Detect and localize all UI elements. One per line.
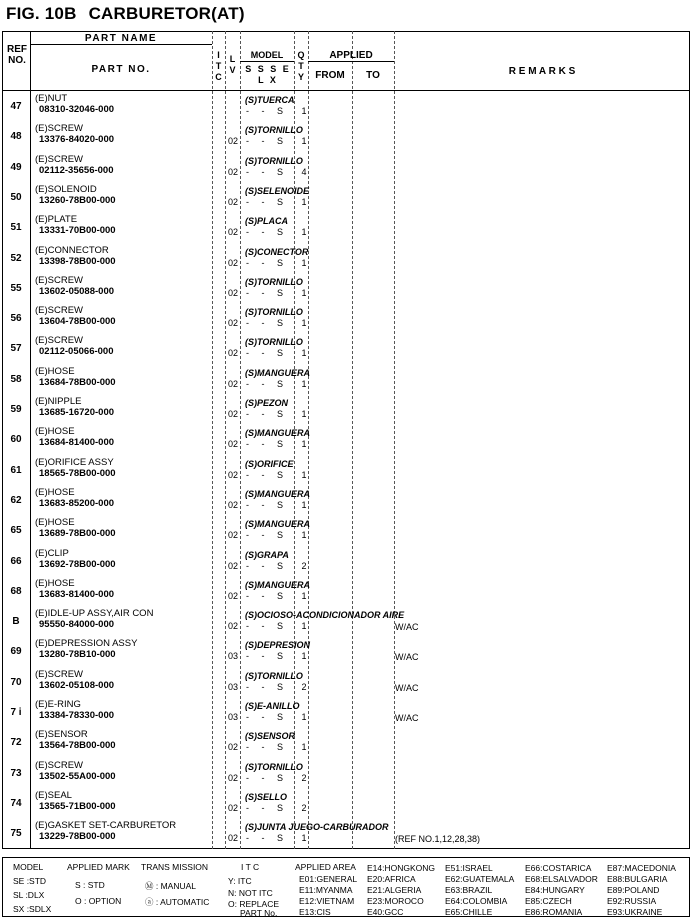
header-to: TO [366, 70, 380, 81]
legend-e66: E66:COSTARICA [525, 863, 592, 873]
lv-value: 02 [228, 409, 239, 419]
figure-number: FIG. 10B [6, 4, 77, 23]
quantity: 1 [301, 742, 307, 753]
part-number: 13280-78B10-000 [39, 649, 116, 661]
model-applicability: - - S [246, 651, 288, 662]
legend-automatic: ⓐ : AUTOMATIC [145, 897, 210, 907]
header-qty: Q T Y [297, 50, 305, 82]
legend-e92: E92:RUSSIA [607, 896, 657, 906]
part-number: 13384-78330-000 [39, 710, 115, 721]
ref-number: 65 [10, 525, 22, 537]
part-number: 95550-84000-000 [39, 619, 115, 631]
ref-number: 49 [10, 161, 22, 173]
table-row [2, 669, 690, 699]
part-name: (E)SENSOR [35, 729, 88, 741]
model-applicability: - - S [246, 196, 288, 207]
spanish-name: (S)MANGUERA [245, 579, 310, 590]
model-applicability: - - S [246, 530, 288, 541]
model-applicability: - - S [246, 318, 288, 329]
part-number: 13685-16720-000 [39, 407, 115, 418]
part-number: 18565-78B00-000 [39, 467, 116, 479]
lv-value: 02 [228, 136, 239, 147]
ref-number: 7 i [10, 707, 22, 718]
part-name: (E)HOSE [35, 486, 75, 498]
ref-number: 72 [10, 737, 22, 749]
legend-sx: SX :SDLX [13, 904, 52, 914]
quantity: 1 [301, 136, 307, 147]
part-number: 13376-84020-000 [39, 134, 115, 146]
legend-e68: E68:ELSALVADOR [525, 874, 598, 884]
quantity: 2 [301, 772, 307, 783]
legend-sl: SL :DLX [13, 890, 45, 900]
lv-value: 02 [228, 802, 239, 813]
ref-number: 48 [10, 131, 22, 143]
spanish-name: (S)MANGUERA [245, 428, 310, 439]
part-name: (E)SCREW [35, 123, 84, 135]
ref-number: 47 [10, 101, 22, 112]
spanish-name: (S)SELLO [245, 791, 287, 802]
legend-e20: E20:AFRICA [367, 874, 416, 884]
table-row [2, 760, 690, 790]
header-rule-model [240, 61, 294, 62]
part-number: 02112-05066-000 [39, 346, 114, 358]
model-applicability: - - S [246, 106, 288, 116]
table-row [2, 548, 690, 578]
table-row [2, 366, 690, 396]
legend-itc-n: N: NOT ITC [228, 888, 273, 898]
part-number: 13602-05088-000 [39, 285, 115, 297]
table-row [2, 578, 690, 608]
quantity: 1 [301, 409, 307, 419]
legend-applied-mark-header: APPLIED MARK [67, 862, 130, 872]
quantity: 2 [301, 681, 307, 692]
model-applicability: - - S [246, 681, 288, 692]
model-applicability: - - S [246, 742, 288, 753]
lv-value: 02 [228, 742, 239, 753]
ref-number: 52 [10, 252, 22, 264]
model-applicability: - - S [246, 227, 288, 238]
header-from: FROM [315, 70, 345, 81]
table-row [2, 335, 690, 365]
table-row [2, 729, 690, 759]
quantity: 1 [301, 196, 307, 207]
ref-number: 50 [10, 191, 22, 203]
part-name: (E)SCREW [35, 153, 84, 165]
ref-number: 66 [10, 555, 22, 567]
lv-value: 02 [228, 227, 239, 238]
header-model-sub: S S S E L X [245, 64, 289, 85]
legend-e93: E93:UKRAINE [607, 907, 663, 917]
legend-e11: E11:MYANMA [299, 885, 353, 895]
spanish-name: (S)ORIFICE [245, 458, 294, 469]
model-applicability: - - S [246, 257, 288, 268]
part-number: 13398-78B00-000 [39, 255, 116, 267]
spanish-name: (S)DEPRESION [245, 640, 311, 651]
remarks: (REF NO.1,12,28,38) [395, 834, 481, 845]
legend-e87: E87:MACEDONIA [607, 863, 676, 873]
ref-number: 60 [10, 434, 22, 446]
quantity: 1 [301, 530, 307, 541]
table-row [2, 275, 690, 305]
remarks: W/AC [395, 622, 419, 633]
part-number: 08310-32046-000 [39, 104, 115, 115]
lv-value: 02 [228, 166, 239, 177]
table-row [2, 426, 690, 456]
lv-value: 02 [228, 530, 239, 541]
part-number: 13684-81400-000 [39, 437, 115, 449]
quantity: 1 [301, 257, 307, 268]
table-row [2, 820, 690, 850]
legend-e51: E51:ISRAEL [445, 863, 493, 873]
quantity: 1 [301, 712, 307, 722]
ref-number: 70 [10, 676, 22, 688]
model-applicability: - - S [246, 136, 288, 147]
part-name: (E)SCREW [35, 305, 84, 317]
lv-value: 02 [228, 318, 239, 329]
header-model: MODEL [250, 50, 284, 60]
legend-e23: E23:MOROCO [367, 896, 424, 906]
quantity: 1 [301, 439, 307, 450]
ref-number: 57 [10, 343, 22, 355]
legend-e84: E84:HUNGARY [525, 885, 585, 895]
legend-e86: E86:ROMANIA [525, 907, 583, 917]
legend-area-header: APPLIED AREA [295, 862, 356, 872]
quantity: 1 [301, 318, 307, 329]
legend-std: S : STD [75, 880, 105, 890]
table-row [2, 608, 690, 638]
lv-value: 02 [228, 287, 239, 298]
model-applicability: - - S [246, 590, 288, 601]
part-number: 02112-35656-000 [39, 164, 114, 176]
header-rule-partname [30, 44, 212, 45]
legend-e12: E12:VIETNAM [299, 896, 355, 906]
table-row [2, 214, 690, 244]
quantity: 2 [301, 560, 307, 571]
header-applied: APPLIED [329, 50, 373, 61]
model-applicability: - - S [246, 499, 288, 510]
spanish-name: (S)JUNTA JUEGO-CARBURADOR [245, 822, 389, 833]
part-name: (E)ORIFICE ASSY [35, 456, 114, 468]
header-lv: L V [229, 54, 236, 75]
model-applicability: - - S [246, 287, 288, 298]
table-row [2, 457, 690, 487]
part-name: (E)SCREW [35, 335, 84, 347]
part-number: 13502-55A00-000 [39, 770, 116, 782]
spanish-name: (S)TORNILLO [245, 155, 303, 166]
table-row [2, 790, 690, 820]
legend-manual: Ⓜ : MANUAL [145, 881, 197, 891]
legend-itc-header: I T C [241, 862, 260, 872]
part-name: (E)HOSE [35, 365, 75, 377]
quantity: 1 [301, 621, 307, 632]
part-name: (E)SOLENOID [35, 183, 97, 195]
lv-value: 02 [228, 348, 239, 359]
lv-value: 02 [228, 439, 239, 450]
model-applicability: - - S [246, 712, 288, 722]
quantity: 1 [301, 378, 307, 389]
model-applicability: - - S [246, 833, 288, 844]
lv-value: 02 [228, 560, 239, 571]
remarks: W/AC [395, 682, 419, 693]
header-itc: I T C [215, 50, 222, 82]
header-part-name: PART NAME [84, 33, 158, 44]
table-row [2, 245, 690, 275]
spanish-name: (S)PEZON [245, 398, 289, 408]
ref-number: 59 [10, 404, 22, 415]
header-remarks: R E M A R K S [508, 66, 576, 77]
ref-number: 55 [10, 282, 22, 294]
legend-e21: E21:ALGERIA [367, 885, 422, 895]
ref-number: 73 [10, 767, 22, 779]
ref-number: 62 [10, 494, 22, 506]
part-name: (E)DEPRESSION ASSY [35, 638, 138, 650]
ref-number: 56 [10, 313, 22, 325]
quantity: 2 [301, 802, 307, 813]
legend-itc-o: O: REPLACE [228, 899, 280, 909]
spanish-name: (S)SELENOIDE [245, 185, 310, 196]
ref-number: 61 [10, 464, 22, 476]
spanish-name: (S)MANGUERA [245, 488, 310, 499]
lv-value: 02 [228, 257, 239, 268]
part-name: (E)CLIP [35, 547, 69, 559]
part-name: (E)IDLE-UP ASSY,AIR CON [35, 608, 154, 620]
part-name: (E)NUT [35, 93, 68, 104]
part-name: (E)SCREW [35, 274, 84, 286]
part-number: 13684-78B00-000 [39, 376, 116, 388]
part-number: 13229-78B00-000 [39, 831, 116, 843]
part-name: (E)HOSE [35, 426, 75, 438]
lv-value: 02 [228, 590, 239, 601]
part-name: (E)SCREW [35, 668, 84, 680]
spanish-name: (S)MANGUERA [245, 519, 310, 530]
model-applicability: - - S [246, 166, 288, 177]
quantity: 1 [301, 106, 307, 116]
legend-itc-y: Y: ITC [228, 876, 252, 886]
legend-e13: E13:CIS [299, 907, 331, 917]
model-applicability: - - S [246, 802, 288, 813]
spanish-name: (S)OCIOSO-ACONDICIONADOR AIRE [245, 610, 405, 621]
lv-value: 02 [228, 378, 239, 389]
quantity: 1 [301, 469, 307, 480]
lv-value: 03 [228, 712, 239, 722]
legend-se: SE :STD [13, 876, 47, 886]
quantity: 1 [301, 833, 307, 844]
legend-trans-header: TRANS MISSION [141, 862, 209, 872]
table-row [2, 487, 690, 517]
part-name: (E)E-RING [35, 699, 81, 710]
part-number: 13692-78B00-000 [39, 558, 116, 570]
model-applicability: - - S [246, 469, 288, 480]
legend-e01: E01:GENERAL [299, 874, 358, 884]
legend-e14: E14:HONGKONG [367, 863, 436, 873]
model-applicability: - - S [246, 772, 288, 783]
spanish-name: (S)TORNILLO [245, 670, 303, 681]
part-name: (E)NIPPLE [35, 396, 82, 407]
quantity: 1 [301, 499, 307, 510]
lv-value: 03 [228, 651, 239, 662]
part-name: (E)PLATE [35, 214, 78, 226]
part-number: 13260-78B00-000 [39, 194, 116, 206]
header-bottom-rule [2, 90, 690, 91]
spanish-name: (S)TUERCA [245, 95, 295, 105]
part-name: (E)CONNECTOR [35, 244, 109, 256]
ref-number: 69 [10, 646, 22, 658]
legend-e88: E88:BULGARIA [607, 874, 668, 884]
part-name: (E)SEAL [35, 789, 72, 801]
spanish-name: (S)TORNILLO [245, 761, 303, 772]
legend-e64: E64:COLOMBIA [445, 896, 508, 906]
legend-e62: E62:GUATEMALA [445, 874, 515, 884]
remarks: W/AC [395, 713, 419, 723]
ref-number: 68 [10, 585, 22, 597]
lv-value: 03 [228, 681, 239, 692]
header-part-no: PART NO. [91, 64, 151, 75]
ref-number: 75 [10, 828, 22, 840]
legend-e63: E63:BRAZIL [445, 885, 493, 895]
spanish-name: (S)TORNILLO [245, 337, 303, 348]
legend-e65: E65:CHILLE [445, 907, 493, 917]
spanish-name: (S)CONECTOR [245, 246, 309, 257]
table-row [2, 638, 690, 668]
page-title [6, 4, 245, 24]
ref-number: B [12, 616, 20, 628]
part-number: 13604-78B00-000 [39, 316, 116, 328]
model-applicability: - - S [246, 409, 288, 419]
table-row [2, 305, 690, 335]
legend-model-header: MODEL [13, 862, 44, 872]
lv-value: 02 [228, 196, 239, 207]
model-applicability: - - S [246, 439, 288, 450]
table-row [2, 154, 690, 184]
quantity: 1 [301, 287, 307, 298]
spanish-name: (S)MANGUERA [245, 367, 310, 378]
model-applicability: - - S [246, 560, 288, 571]
part-number: 13564-78B00-000 [39, 740, 116, 752]
part-number: 13602-05108-000 [39, 679, 115, 691]
legend-itc-o2: PART No. [240, 908, 278, 918]
spanish-name: (S)TORNILLO [245, 276, 303, 287]
legend-box [2, 857, 690, 917]
table-row [2, 184, 690, 214]
part-name: (E)HOSE [35, 577, 75, 589]
quantity: 1 [301, 348, 307, 359]
header-rule-applied [308, 61, 394, 62]
part-number: 13683-85200-000 [39, 497, 115, 509]
spanish-name: (S)GRAPA [245, 549, 289, 560]
spanish-name: (S)SENSOR [245, 731, 296, 742]
part-number: 13683-81400-000 [39, 588, 115, 600]
quantity: 4 [301, 166, 307, 177]
lv-value: 02 [228, 621, 239, 632]
remarks: W/AC [395, 652, 419, 663]
table-row [2, 93, 690, 123]
part-number: 13689-78B00-000 [39, 528, 116, 540]
table-row [2, 517, 690, 547]
model-applicability: - - S [246, 348, 288, 359]
spanish-name: (S)TORNILLO [245, 307, 303, 318]
part-name: (E)SCREW [35, 759, 84, 771]
spanish-name: (S)TORNILLO [245, 125, 303, 136]
table-row [2, 699, 690, 729]
spanish-name: (S)E-ANILLO [245, 701, 300, 711]
model-applicability: - - S [246, 378, 288, 389]
table-row [2, 396, 690, 426]
model-applicability: - - S [246, 621, 288, 632]
ref-number: 58 [10, 373, 22, 385]
header-ref-no: REF NO. [7, 44, 27, 66]
legend-e40: E40:GCC [367, 907, 404, 917]
legend-e85: E85:CZECH [525, 896, 572, 906]
lv-value: 02 [228, 469, 239, 480]
part-name: (E)GASKET SET-CARBURETOR [35, 820, 177, 832]
legend-e89: E89:POLAND [607, 885, 660, 895]
part-name: (E)HOSE [35, 517, 75, 529]
part-number: 13331-70B00-000 [39, 225, 116, 237]
figure-name: CARBURETOR(AT) [88, 4, 245, 23]
quantity: 1 [301, 590, 307, 601]
part-number: 13565-71B00-000 [39, 800, 116, 812]
spanish-name: (S)PLACA [245, 216, 288, 227]
quantity: 1 [301, 651, 307, 662]
table-row [2, 123, 690, 153]
ref-number: 51 [10, 222, 22, 234]
lv-value: 02 [228, 772, 239, 783]
lv-value: 02 [228, 499, 239, 510]
legend-option: O : OPTION [75, 896, 122, 906]
lv-value: 02 [228, 833, 239, 844]
quantity: 1 [301, 227, 307, 238]
ref-number: 74 [10, 797, 22, 809]
